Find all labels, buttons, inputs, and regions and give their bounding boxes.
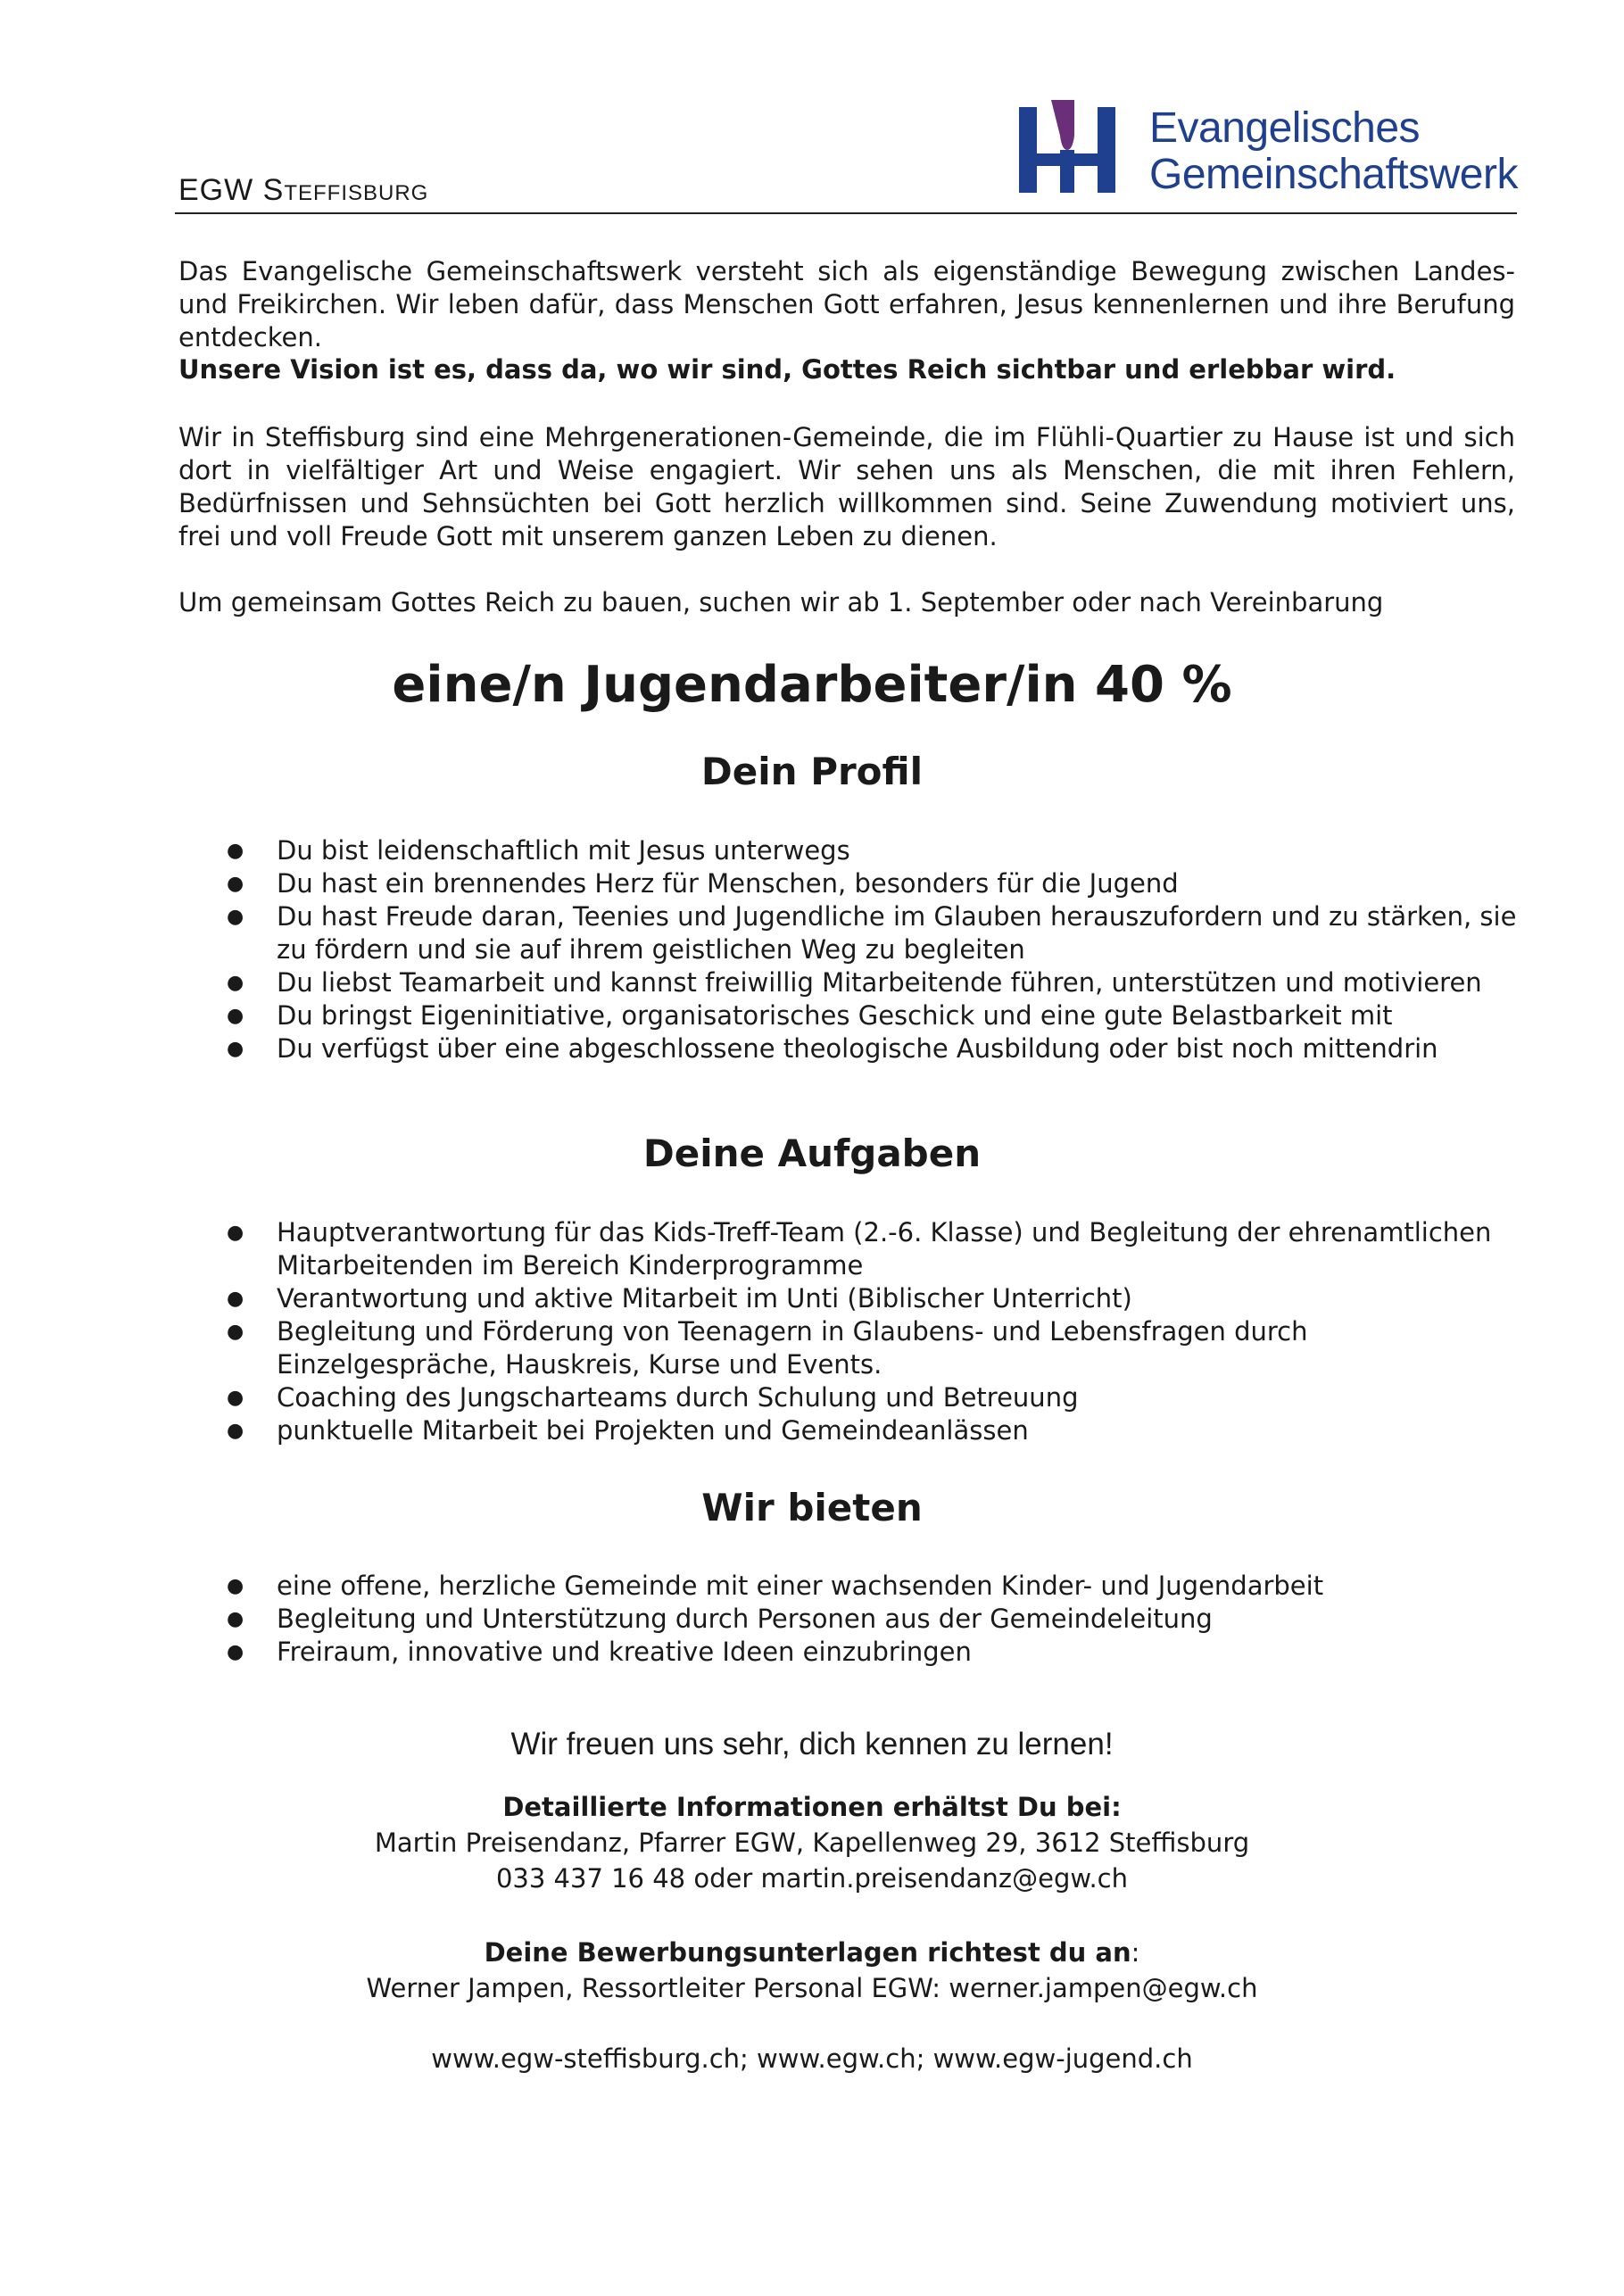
vision-statement: Unsere Vision ist es, dass da, wo wir sind, Gottes Reich sichtbar und erlebbar wird. (178, 354, 1396, 385)
list-item (178, 900, 1517, 966)
list-item (178, 1414, 1517, 1447)
apply-line: Werner Jampen, Ressortleiter Personal EGW: werner.jampen@egw.ch (366, 1973, 1258, 2003)
intro-paragraph-3: Um gemeinsam Gottes Reich zu bauen, suchen wir ab 1. September oder nach Vereinbarung (178, 587, 1384, 618)
bullet-icon: ● (227, 1038, 244, 1060)
list-item-text: Coaching des Jungscharteams durch Schulung und Betreuung (277, 1382, 1079, 1413)
info-line-2: 033 437 16 48 oder martin.preisendanz@egw.ch (495, 1863, 1129, 1894)
bullet-icon: ● (227, 1575, 244, 1597)
list-item-text: Verantwortung und aktive Mitarbeit im Unti (Biblischer Unterricht) (277, 1283, 1132, 1314)
list-item (178, 834, 1517, 867)
bullet-icon: ● (227, 1288, 244, 1310)
apply-heading-row (0, 1935, 1624, 1970)
bullet-icon: ● (227, 873, 244, 895)
intro-paragraph-1: Das Evangelische Gemeinschaftswerk versteht sich als eigenständige Bewegung zwischen Landes- und Freikirchen. Wir leben dafür, dass Menschen Gott erfahren, Jesus kennenlernen und ihre Berufung entdecken. (178, 256, 1515, 352)
profile-list (178, 834, 1517, 1065)
apply-colon: : (1131, 1937, 1140, 1968)
website-links: www.egw-steffisburg.ch; www.egw.ch; www.egw-jugend.ch (431, 2043, 1193, 2074)
list-item (178, 1032, 1517, 1065)
bullet-icon: ● (227, 1387, 244, 1409)
offer-list (178, 1570, 1517, 1669)
list-item (178, 1282, 1517, 1315)
egw-logo-mark-icon (1015, 100, 1140, 198)
logo-line1: Evangelisches (1149, 104, 1421, 152)
bullet-icon: ● (227, 1005, 244, 1027)
bullet-icon: ● (227, 1321, 244, 1343)
application-contact-block (0, 1935, 1624, 2006)
list-item-text: Hauptverantwortung für das Kids-Treff-Team (2.-6. Klasse) und Begleitung der ehrenamtlichen Mitarbeitenden im Bereich Kinderprogramme (277, 1217, 1492, 1281)
list-item (178, 1381, 1517, 1414)
apply-heading: Deine Bewerbungsunterlagen richtest du an (484, 1937, 1131, 1968)
list-item-text: Du bist leidenschaftlich mit Jesus unterwegs (277, 835, 850, 866)
list-item-text: Begleitung und Unterstützung durch Personen aus der Gemeindeleitung (277, 1604, 1213, 1634)
info-line-1: Martin Preisendanz, Pfarrer EGW, Kapellenweg 29, 3612 Steffisburg (374, 1828, 1250, 1858)
closing-line: Wir freuen uns sehr, dich kennen zu lernen! (510, 1727, 1114, 1761)
list-item (178, 1603, 1517, 1636)
list-item (178, 1216, 1517, 1282)
bullet-icon: ● (227, 906, 244, 928)
info-contact-block (0, 1789, 1624, 1896)
list-item (178, 1315, 1517, 1381)
header-divider (175, 212, 1517, 214)
tasks-title: Deine Aufgaben (642, 1131, 982, 1175)
offer-title: Wir bieten (701, 1486, 923, 1529)
logo-line2: Gemeinschaftswerk (1149, 151, 1518, 198)
logo-wordmark (1149, 105, 1518, 198)
list-item (178, 867, 1517, 900)
bullet-icon: ● (227, 1420, 244, 1442)
list-item-text: Begleitung und Förderung von Teenagern in Glaubens- und Lebensfragen durch Einzelgespräche, Hauskreis, Kurse und Events. (277, 1316, 1308, 1380)
bullet-icon: ● (227, 1608, 244, 1630)
org-name (178, 173, 428, 208)
list-item-text: Du liebst Teamarbeit und kannst freiwillig Mitarbeitende führen, unterstützen und motivieren (277, 967, 1482, 998)
list-item-text: Freiraum, innovative und kreative Ideen einzubringen (277, 1637, 972, 1667)
profile-title: Dein Profil (700, 750, 924, 793)
list-item-text: Du verfügst über eine abgeschlossene theologische Ausbildung oder bist noch mittendrin (277, 1033, 1438, 1064)
list-item-text: Du hast Freude daran, Teenies und Jugendliche im Glauben herauszufordern und zu stärken, sie zu fördern und sie auf ihrem geistlichen Weg zu begleiten (277, 901, 1517, 965)
list-item (178, 1570, 1517, 1603)
intro-paragraph-2: Wir in Steffisburg sind eine Mehrgenerationen-Gemeinde, die im Flühli-Quartier zu Hause ist und sich dort in vielfältiger Art und Weise engagiert. Wir sehen uns als Menschen, die mit ihren Fehlern, Bedürfnissen und Sehnsüchten bei Gott herzlich willkommen sind. Seine Zuwendung motiviert uns, frei und voll Freude Gott mit unserem ganzen Leben zu dienen. (178, 422, 1515, 551)
bullet-icon: ● (227, 1641, 244, 1663)
list-item (178, 999, 1517, 1032)
list-item-text: Du bringst Eigeninitiative, organisatorisches Geschick und eine gute Belastbarkeit mit (277, 1000, 1393, 1031)
bullet-icon: ● (227, 1222, 244, 1244)
list-item (178, 1636, 1517, 1669)
job-title: eine/n Jugendarbeiter/in 40 % (392, 656, 1232, 714)
org-name-text: EGW Steffisburg (178, 173, 429, 207)
bullet-icon: ● (227, 840, 244, 862)
bullet-icon: ● (227, 972, 244, 994)
list-item-text: Du hast ein brennendes Herz für Menschen, besonders für die Jugend (277, 868, 1179, 899)
tasks-list (178, 1216, 1517, 1447)
egw-logo (1015, 100, 1518, 198)
list-item-text: punktuelle Mitarbeit bei Projekten und Gemeindeanlässen (277, 1415, 1029, 1446)
list-item-text: eine offene, herzliche Gemeinde mit einer wachsenden Kinder- und Jugendarbeit (277, 1571, 1324, 1601)
info-heading: Detaillierte Informationen erhältst Du bei: (502, 1792, 1122, 1822)
list-item (178, 966, 1517, 999)
